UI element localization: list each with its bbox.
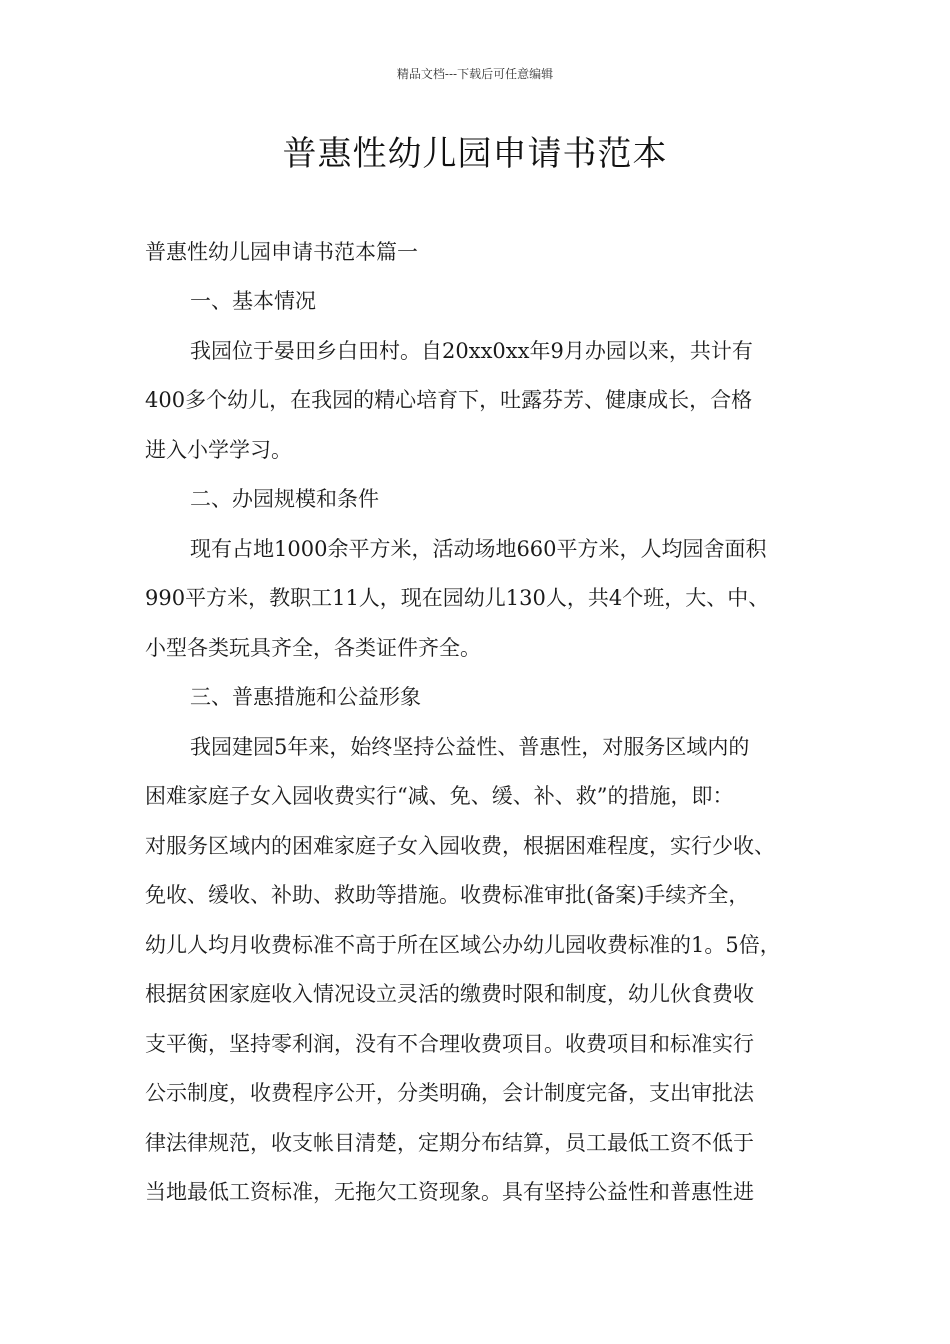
subsection-heading: 三、普惠措施和公益形象 [190, 685, 421, 709]
paragraph-line: 我园位于晏田乡白田村。自20xx0xx年9月办园以来，共计有 [190, 339, 753, 363]
paragraph-line: 990平方米，教职工11人，现在园幼儿130人，共4个班，大、中、 [145, 586, 770, 610]
paragraph-line: 我园建园5年来，始终坚持公益性、普惠性，对服务区域内的 [190, 735, 750, 759]
paragraph-line: 小型各类玩具齐全，各类证件齐全。 [145, 636, 481, 660]
paragraph-line: 困难家庭子女入园收费实行“减、免、缓、补、救”的措施，即： [145, 784, 734, 808]
paragraph-line: 免收、缓收、补助、救助等措施。收费标准审批(备案)手续齐全， [145, 883, 750, 907]
header-note: 精品文档---下载后可任意编辑 [396, 67, 554, 81]
subsection-heading: 一、基本情况 [190, 289, 316, 313]
page-title: 普惠性幼儿园申请书范本 [282, 134, 668, 174]
paragraph-line: 公示制度，收费程序公开，分类明确，会计制度完备，支出审批法 [145, 1081, 754, 1105]
paragraph-line: 幼儿人均月收费标准不高于所在区域公办幼儿园收费标准的1。5倍， [145, 933, 781, 957]
section-heading: 普惠性幼儿园申请书范本篇一 [145, 240, 418, 264]
paragraph-line: 律法律规范，收支帐目清楚，定期分布结算，员工最低工资不低于 [145, 1131, 754, 1155]
paragraph-line: 根据贫困家庭收入情况设立灵活的缴费时限和制度，幼儿伙食费收 [145, 982, 754, 1006]
paragraph-line: 当地最低工资标准，无拖欠工资现象。具有坚持公益性和普惠性进 [145, 1180, 754, 1204]
paragraph-line: 进入小学学习。 [145, 438, 292, 462]
subsection-heading: 二、办园规模和条件 [190, 487, 379, 511]
paragraph-line: 对服务区域内的困难家庭子女入园收费，根据困难程度，实行少收、 [145, 834, 775, 858]
paragraph-line: 400多个幼儿，在我园的精心培育下，吐露芬芳、健康成长，合格 [145, 388, 753, 412]
paragraph-line: 支平衡，坚持零利润，没有不合理收费项目。收费项目和标准实行 [145, 1032, 754, 1056]
paragraph-line: 现有占地1000余平方米，活动场地660平方米，人均园舍面积 [190, 537, 767, 561]
